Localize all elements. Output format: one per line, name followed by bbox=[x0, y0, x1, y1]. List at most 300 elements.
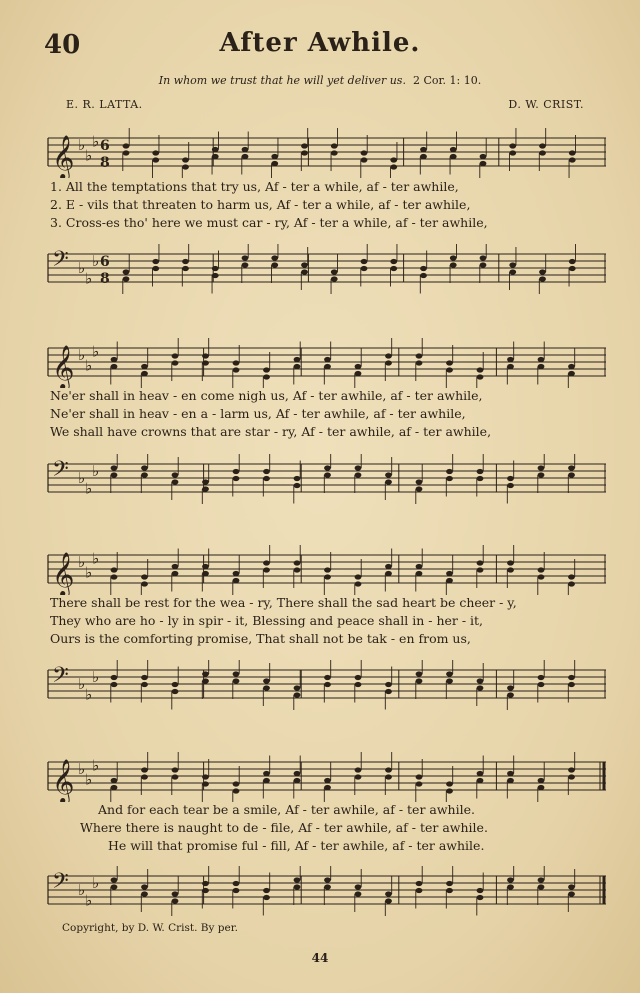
note-head bbox=[294, 483, 301, 488]
note-head bbox=[385, 767, 392, 772]
note-head bbox=[355, 884, 362, 889]
note-head bbox=[331, 269, 338, 274]
note-head bbox=[477, 771, 484, 776]
flat-icon: ♭ bbox=[78, 760, 86, 778]
note-head bbox=[271, 154, 278, 159]
note-head bbox=[480, 255, 487, 260]
treble-clef-icon: 𝄞 bbox=[52, 759, 75, 802]
note-head bbox=[507, 560, 514, 565]
note-head bbox=[324, 357, 331, 362]
note-head bbox=[446, 888, 453, 893]
note-head bbox=[568, 774, 575, 779]
note-head bbox=[539, 276, 546, 281]
lyric-line: And for each tear be a smile, Af - ter awhile, af - ter awhile. bbox=[98, 802, 475, 817]
note-head bbox=[233, 881, 240, 886]
note-head bbox=[182, 266, 189, 271]
note-head bbox=[390, 259, 397, 264]
note-head bbox=[361, 150, 368, 155]
lyric-line: Where there is naught to de - file, Af - ter awhile, af - ter awhile. bbox=[80, 820, 488, 835]
flat-icon: ♭ bbox=[92, 756, 100, 775]
note-head bbox=[111, 574, 118, 579]
staff-lines bbox=[42, 128, 608, 178]
note-head bbox=[538, 472, 545, 477]
note-head bbox=[294, 692, 301, 697]
note-head bbox=[477, 374, 484, 379]
note-head bbox=[141, 884, 148, 889]
note-head bbox=[538, 785, 545, 790]
note-head bbox=[152, 259, 159, 264]
note-head bbox=[294, 364, 301, 369]
treble-staff-system-4 bbox=[42, 752, 608, 802]
note-head bbox=[141, 767, 148, 772]
note-head bbox=[446, 469, 453, 474]
note-head bbox=[477, 469, 484, 474]
note-head bbox=[569, 150, 576, 155]
note-head bbox=[539, 269, 546, 274]
note-head bbox=[233, 788, 240, 793]
flat-icon: ♭ bbox=[92, 874, 100, 892]
scripture-reference: 2 Cor. 1: 10. bbox=[412, 74, 482, 87]
bass-clef-icon: 𝄢 bbox=[52, 663, 69, 693]
note-head bbox=[331, 143, 338, 148]
note-head bbox=[446, 678, 453, 683]
note-head bbox=[477, 560, 484, 565]
flat-icon: ♭ bbox=[78, 881, 86, 899]
page-number: 44 bbox=[311, 951, 329, 965]
time-signature-top: 6 bbox=[100, 138, 110, 154]
note-head bbox=[324, 472, 331, 477]
composer-credit: D. W. CRIST. bbox=[508, 98, 584, 111]
flat-icon: ♭ bbox=[92, 252, 100, 270]
note-head bbox=[355, 574, 362, 579]
note-head bbox=[390, 266, 397, 271]
note-head bbox=[507, 685, 514, 690]
note-head bbox=[263, 678, 270, 683]
note-head bbox=[141, 574, 148, 579]
note-head bbox=[123, 150, 130, 155]
staff-lines bbox=[42, 660, 608, 710]
time-signature-top: 6 bbox=[100, 254, 110, 270]
note-head bbox=[420, 147, 427, 152]
note-head bbox=[111, 465, 118, 470]
note-head bbox=[324, 877, 331, 882]
hymn-title: After Awhile. bbox=[219, 28, 421, 58]
note-head bbox=[141, 465, 148, 470]
note-head bbox=[355, 682, 362, 687]
note-head bbox=[538, 357, 545, 362]
note-head bbox=[172, 774, 179, 779]
note-head bbox=[509, 269, 516, 274]
note-head bbox=[263, 469, 270, 474]
note-head bbox=[294, 877, 301, 882]
note-head bbox=[507, 567, 514, 572]
note-head bbox=[123, 276, 130, 281]
flat-icon: ♭ bbox=[85, 479, 93, 498]
note-head bbox=[507, 476, 514, 481]
copyright-notice: Copyright, by D. W. Crist. By per. bbox=[62, 922, 238, 934]
treble-clef-icon: 𝄞 bbox=[52, 552, 75, 595]
note-head bbox=[538, 884, 545, 889]
note-head bbox=[111, 472, 118, 477]
flat-icon: ♭ bbox=[85, 770, 93, 789]
note-head bbox=[539, 143, 546, 148]
scripture-line bbox=[0, 74, 640, 87]
note-head bbox=[569, 259, 576, 264]
note-head bbox=[446, 571, 453, 576]
note-head bbox=[416, 479, 423, 484]
note-head bbox=[385, 479, 392, 484]
note-head bbox=[480, 154, 487, 159]
note-head bbox=[509, 143, 516, 148]
note-head bbox=[172, 767, 179, 772]
note-head bbox=[111, 675, 118, 680]
note-head bbox=[182, 157, 189, 162]
note-head bbox=[385, 689, 392, 694]
note-head bbox=[477, 367, 484, 372]
note-head bbox=[141, 891, 148, 896]
note-head bbox=[263, 685, 270, 690]
note-head bbox=[355, 675, 362, 680]
note-head bbox=[385, 898, 392, 903]
note-head bbox=[416, 360, 423, 365]
note-head bbox=[450, 255, 457, 260]
note-head bbox=[324, 884, 331, 889]
note-head bbox=[271, 255, 278, 260]
note-head bbox=[450, 154, 457, 159]
note-head bbox=[416, 671, 423, 676]
note-head bbox=[385, 682, 392, 687]
note-head bbox=[301, 143, 308, 148]
note-head bbox=[324, 785, 331, 790]
note-head bbox=[141, 371, 148, 376]
note-head bbox=[324, 364, 331, 369]
note-head bbox=[539, 150, 546, 155]
note-head bbox=[152, 157, 159, 162]
note-head bbox=[446, 360, 453, 365]
note-head bbox=[446, 881, 453, 886]
note-head bbox=[507, 771, 514, 776]
note-head bbox=[355, 371, 362, 376]
note-head bbox=[233, 888, 240, 893]
staff-lines bbox=[42, 545, 608, 595]
lyric-line: They who are ho - ly in spir - it, Blessing and peace shall in - her - it, bbox=[50, 613, 484, 628]
hymn-number: 40 bbox=[44, 30, 81, 60]
note-head bbox=[141, 675, 148, 680]
note-head bbox=[568, 682, 575, 687]
flat-icon: ♭ bbox=[92, 342, 100, 361]
lyricist-credit: E. R. LATTA. bbox=[66, 98, 143, 111]
note-head bbox=[355, 472, 362, 477]
note-head bbox=[568, 581, 575, 586]
note-head bbox=[446, 671, 453, 676]
note-head bbox=[450, 262, 457, 267]
treble-clef-icon: 𝄞 bbox=[52, 345, 75, 388]
note-head bbox=[477, 567, 484, 572]
lyric-line: Ours is the comforting promise, That shall not be tak - en from us, bbox=[50, 631, 471, 646]
note-head bbox=[141, 774, 148, 779]
note-head bbox=[507, 778, 514, 783]
note-head bbox=[416, 486, 423, 491]
note-head bbox=[172, 353, 179, 358]
note-head bbox=[301, 262, 308, 267]
bass-staff-system-3 bbox=[42, 660, 608, 710]
note-head bbox=[172, 898, 179, 903]
note-head bbox=[390, 164, 397, 169]
note-head bbox=[416, 881, 423, 886]
note-head bbox=[420, 266, 427, 271]
note-head bbox=[538, 778, 545, 783]
note-head bbox=[242, 154, 249, 159]
note-head bbox=[477, 888, 484, 893]
flat-icon: ♭ bbox=[78, 469, 86, 487]
note-head bbox=[385, 564, 392, 569]
note-head bbox=[355, 364, 362, 369]
note-head bbox=[538, 465, 545, 470]
note-head bbox=[450, 147, 457, 152]
note-head bbox=[141, 364, 148, 369]
note-head bbox=[446, 781, 453, 786]
note-head bbox=[538, 574, 545, 579]
treble-staff-system-2 bbox=[42, 338, 608, 388]
note-head bbox=[477, 778, 484, 783]
note-head bbox=[324, 465, 331, 470]
note-head bbox=[416, 353, 423, 358]
note-head bbox=[152, 266, 159, 271]
note-head bbox=[294, 771, 301, 776]
note-head bbox=[446, 476, 453, 481]
note-head bbox=[538, 877, 545, 882]
note-head bbox=[420, 273, 427, 278]
note-head bbox=[355, 891, 362, 896]
lyric-line: He will that promise ful - fill, Af - ter awhile, af - ter awhile. bbox=[108, 838, 485, 853]
flat-icon: ♭ bbox=[78, 553, 86, 571]
note-head bbox=[390, 157, 397, 162]
lyric-line: Ne'er shall in heav - en a - larm us, Af - ter awhile, af - ter awhile, bbox=[50, 406, 466, 421]
note-head bbox=[568, 371, 575, 376]
note-head bbox=[569, 266, 576, 271]
note-head bbox=[446, 578, 453, 583]
note-head bbox=[416, 571, 423, 576]
note-head bbox=[568, 364, 575, 369]
note-head bbox=[294, 567, 301, 572]
note-head bbox=[416, 888, 423, 893]
lyric-line: There shall be rest for the wea - ry, There shall the sad heart be cheer - y, bbox=[50, 595, 517, 610]
note-head bbox=[480, 262, 487, 267]
note-head bbox=[568, 472, 575, 477]
note-head bbox=[263, 567, 270, 572]
note-head bbox=[301, 150, 308, 155]
note-head bbox=[111, 364, 118, 369]
note-head bbox=[111, 785, 118, 790]
flat-icon: ♭ bbox=[85, 891, 93, 910]
flat-icon: ♭ bbox=[78, 136, 86, 154]
note-head bbox=[172, 571, 179, 576]
note-head bbox=[446, 788, 453, 793]
note-head bbox=[111, 567, 118, 572]
lyric-line: 3. Cross-es tho' here we must car - ry, Af - ter a while, af - ter awhile, bbox=[50, 215, 488, 230]
note-head bbox=[263, 367, 270, 372]
lyric-line: 2. E - vils that threaten to harm us, Af - ter a while, af - ter awhile, bbox=[50, 197, 471, 212]
note-head bbox=[233, 671, 240, 676]
bass-staff-system-2 bbox=[42, 454, 608, 504]
note-head bbox=[324, 567, 331, 572]
note-head bbox=[324, 675, 331, 680]
note-head bbox=[477, 476, 484, 481]
note-head bbox=[355, 465, 362, 470]
note-head bbox=[263, 778, 270, 783]
note-head bbox=[507, 364, 514, 369]
treble-clef-icon: 𝄞 bbox=[52, 135, 75, 178]
note-head bbox=[172, 891, 179, 896]
note-head bbox=[233, 578, 240, 583]
bass-staff-system-1 bbox=[42, 244, 608, 294]
note-head bbox=[361, 266, 368, 271]
note-head bbox=[416, 564, 423, 569]
note-head bbox=[301, 269, 308, 274]
note-head bbox=[324, 574, 331, 579]
staff-lines bbox=[42, 866, 608, 916]
note-head bbox=[538, 567, 545, 572]
flat-icon: ♭ bbox=[78, 259, 86, 277]
note-head bbox=[172, 472, 179, 477]
note-head bbox=[182, 164, 189, 169]
note-head bbox=[294, 778, 301, 783]
note-head bbox=[385, 353, 392, 358]
note-head bbox=[233, 360, 240, 365]
note-head bbox=[568, 574, 575, 579]
note-head bbox=[385, 774, 392, 779]
bass-staff-system-4 bbox=[42, 866, 608, 916]
note-head bbox=[294, 560, 301, 565]
bass-clef-icon: 𝄢 bbox=[52, 247, 69, 277]
note-head bbox=[294, 476, 301, 481]
note-head bbox=[385, 891, 392, 896]
lyric-line: Ne'er shall in heav - en come nigh us, Af - ter awhile, af - ter awhile, bbox=[50, 388, 483, 403]
note-head bbox=[263, 476, 270, 481]
note-head bbox=[111, 357, 118, 362]
note-head bbox=[416, 678, 423, 683]
note-head bbox=[568, 767, 575, 772]
note-head bbox=[385, 472, 392, 477]
note-head bbox=[331, 150, 338, 155]
note-head bbox=[480, 161, 487, 166]
staff-lines bbox=[42, 338, 608, 388]
time-signature-bottom: 8 bbox=[100, 155, 110, 171]
note-head bbox=[416, 781, 423, 786]
bass-clef-icon: 𝄢 bbox=[52, 457, 69, 487]
treble-staff-system-1 bbox=[42, 128, 608, 178]
note-head bbox=[416, 774, 423, 779]
note-head bbox=[477, 685, 484, 690]
note-head bbox=[568, 465, 575, 470]
note-head bbox=[242, 255, 249, 260]
note-head bbox=[294, 884, 301, 889]
note-head bbox=[172, 360, 179, 365]
note-head bbox=[271, 262, 278, 267]
flat-icon: ♭ bbox=[78, 346, 86, 364]
note-head bbox=[294, 357, 301, 362]
note-head bbox=[172, 564, 179, 569]
note-head bbox=[509, 262, 516, 267]
note-head bbox=[568, 675, 575, 680]
note-head bbox=[294, 685, 301, 690]
note-head bbox=[568, 891, 575, 896]
note-head bbox=[141, 472, 148, 477]
note-head bbox=[242, 262, 249, 267]
note-head bbox=[152, 150, 159, 155]
note-head bbox=[233, 367, 240, 372]
note-head bbox=[507, 357, 514, 362]
note-head bbox=[242, 147, 249, 152]
staff-lines bbox=[42, 752, 608, 802]
note-head bbox=[233, 571, 240, 576]
note-head bbox=[233, 476, 240, 481]
note-head bbox=[263, 888, 270, 893]
note-head bbox=[271, 161, 278, 166]
lyric-line: 1. All the temptations that try us, Af - ter a while, af - ter awhile, bbox=[50, 179, 459, 194]
note-head bbox=[477, 895, 484, 900]
note-head bbox=[385, 571, 392, 576]
note-head bbox=[263, 771, 270, 776]
note-head bbox=[538, 675, 545, 680]
bass-clef-icon: 𝄢 bbox=[52, 869, 69, 899]
flat-icon: ♭ bbox=[92, 549, 100, 568]
note-head bbox=[446, 367, 453, 372]
note-head bbox=[172, 682, 179, 687]
note-head bbox=[233, 469, 240, 474]
note-head bbox=[385, 360, 392, 365]
note-head bbox=[507, 692, 514, 697]
lyric-line: We shall have crowns that are star - ry, Af - ter awhile, af - ter awhile, bbox=[50, 424, 492, 439]
note-head bbox=[263, 374, 270, 379]
note-head bbox=[355, 774, 362, 779]
note-head bbox=[507, 483, 514, 488]
note-head bbox=[420, 154, 427, 159]
flat-icon: ♭ bbox=[92, 668, 100, 686]
note-head bbox=[477, 678, 484, 683]
note-head bbox=[324, 778, 331, 783]
note-head bbox=[233, 781, 240, 786]
note-head bbox=[172, 689, 179, 694]
note-head bbox=[111, 884, 118, 889]
note-head bbox=[111, 778, 118, 783]
note-head bbox=[172, 479, 179, 484]
flat-icon: ♭ bbox=[85, 563, 93, 582]
note-head bbox=[569, 157, 576, 162]
note-head bbox=[509, 150, 516, 155]
note-head bbox=[361, 157, 368, 162]
flat-icon: ♭ bbox=[78, 675, 86, 693]
scripture-text: In whom we trust that he will yet deliver us. bbox=[158, 74, 406, 87]
note-head bbox=[538, 682, 545, 687]
note-head bbox=[111, 682, 118, 687]
note-head bbox=[263, 560, 270, 565]
note-head bbox=[182, 259, 189, 264]
note-head bbox=[141, 682, 148, 687]
note-head bbox=[355, 767, 362, 772]
flat-icon: ♭ bbox=[85, 269, 93, 288]
note-head bbox=[141, 581, 148, 586]
treble-staff-system-3 bbox=[42, 545, 608, 595]
note-head bbox=[123, 143, 130, 148]
note-head bbox=[507, 877, 514, 882]
note-head bbox=[355, 581, 362, 586]
flat-icon: ♭ bbox=[85, 146, 93, 165]
flat-icon: ♭ bbox=[92, 132, 100, 151]
staff-lines bbox=[42, 454, 608, 504]
note-head bbox=[324, 682, 331, 687]
flat-icon: ♭ bbox=[92, 462, 100, 480]
